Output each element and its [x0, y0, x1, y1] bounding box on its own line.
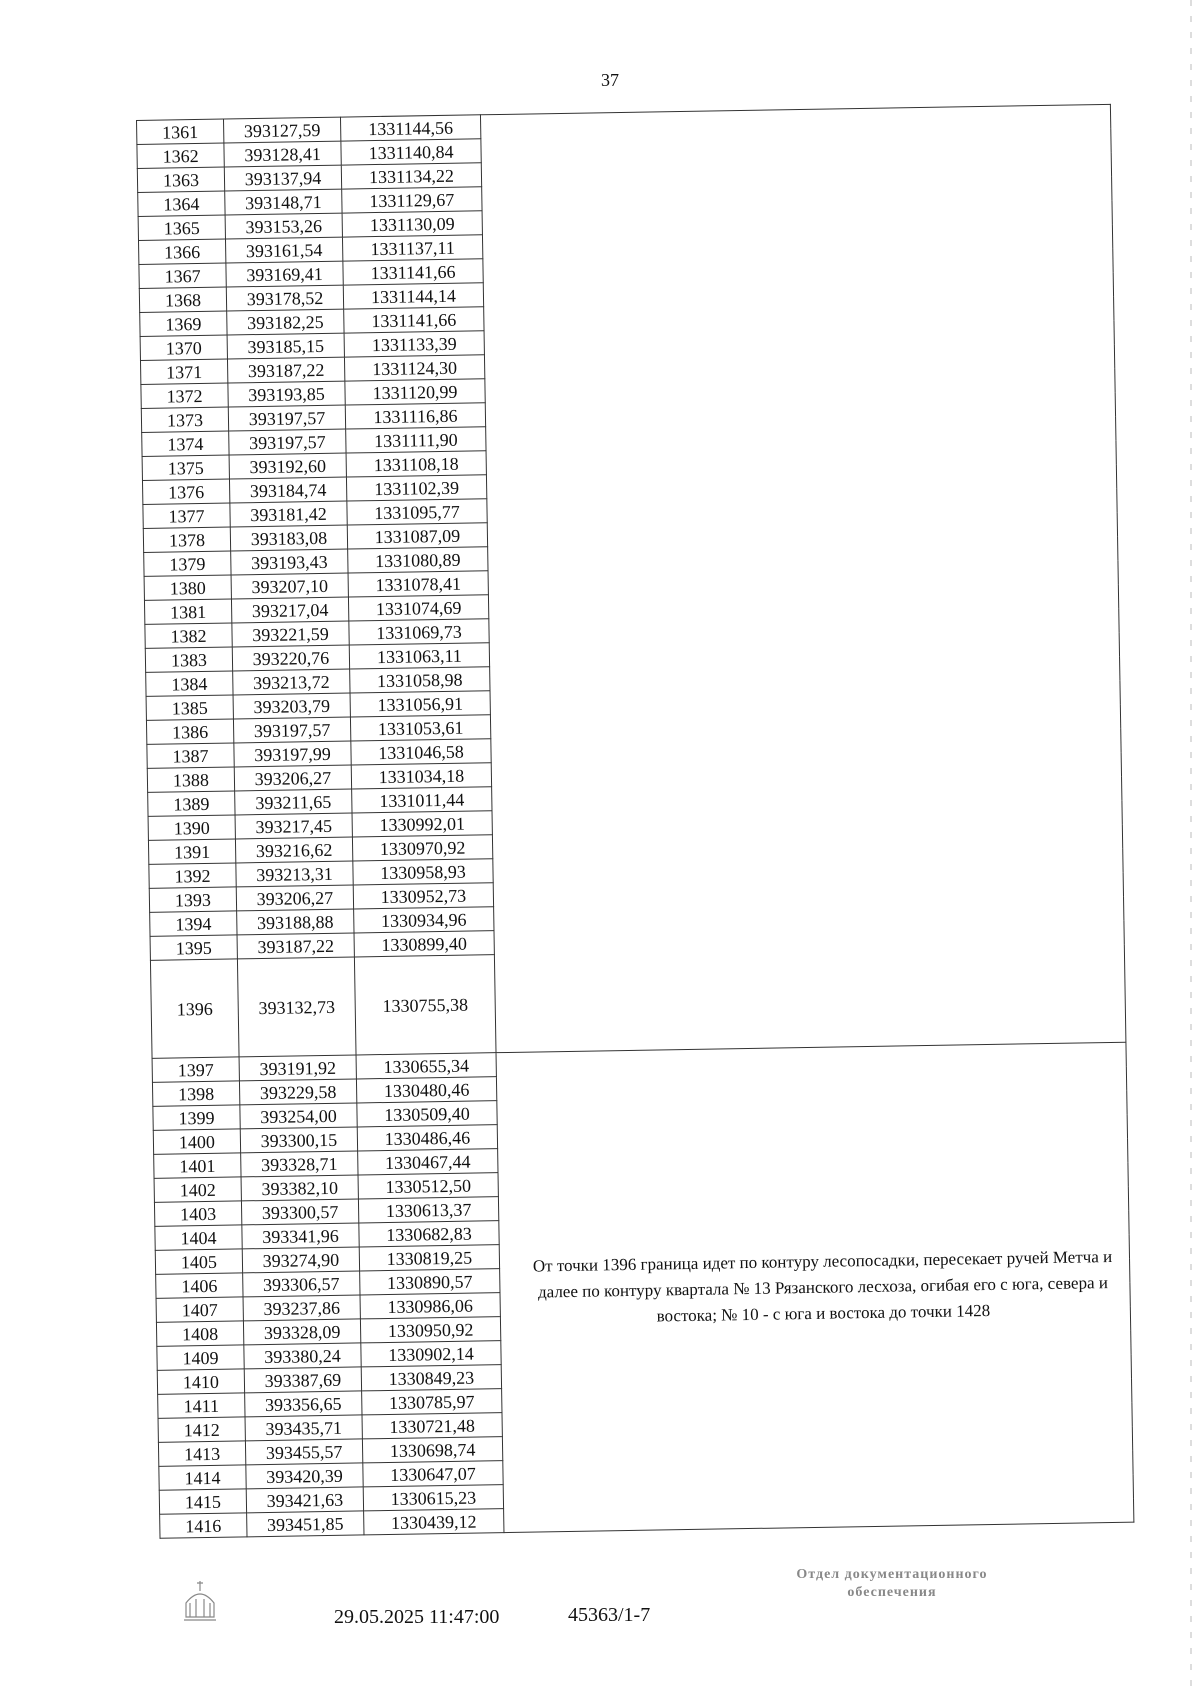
coordinate-x: 393213,72 — [233, 669, 350, 695]
stamp-line-1: Отдел документационного — [796, 1567, 988, 1582]
coordinate-x: 393274,90 — [242, 1247, 359, 1273]
coordinate-y: 1330682,83 — [359, 1221, 499, 1247]
point-number: 1406 — [156, 1273, 243, 1298]
point-number: 1405 — [155, 1249, 242, 1274]
boundary-description: От точки 1396 граница идет по контуру лесопосадки, пересекает ручей Метча и далее по контуру квартала № 13 Рязанского лесхоза, огибая его с юга, севера и востока; № 10 - с юга и востока до точки 1428 — [496, 1042, 1134, 1532]
coordinate-y: 1330819,25 — [359, 1245, 499, 1271]
coordinate-x: 393187,22 — [227, 357, 344, 383]
coordinate-y: 1331144,14 — [343, 283, 483, 309]
coordinate-x: 393197,57 — [233, 717, 350, 743]
coordinate-y: 1331133,39 — [344, 331, 484, 357]
coordinate-y: 1330647,07 — [363, 1461, 503, 1487]
coordinate-x: 393229,58 — [239, 1079, 356, 1105]
coordinate-x: 393217,45 — [235, 813, 352, 839]
coordinate-x: 393192,60 — [229, 453, 346, 479]
coordinate-y: 1330986,06 — [360, 1293, 500, 1319]
coordinate-y: 1330849,23 — [361, 1365, 501, 1391]
coordinate-x: 393193,43 — [231, 549, 348, 575]
coordinate-x: 393153,26 — [225, 213, 342, 239]
point-number: 1383 — [145, 647, 232, 672]
coordinate-x: 393137,94 — [224, 165, 341, 191]
coordinate-y: 1330480,46 — [356, 1077, 496, 1103]
coordinate-x: 393421,63 — [246, 1487, 363, 1513]
coordinate-x: 393382,10 — [241, 1175, 358, 1201]
coordinate-y: 1330721,48 — [362, 1413, 502, 1439]
footer-datetime: 29.05.2025 11:47:00 — [334, 1606, 500, 1628]
coordinate-x: 393221,59 — [232, 621, 349, 647]
description-cell-empty — [480, 104, 1125, 1052]
point-number: 1392 — [149, 863, 236, 888]
coordinate-x: 393178,52 — [226, 285, 343, 311]
point-number: 1410 — [157, 1369, 244, 1394]
coordinate-x: 393161,54 — [225, 237, 342, 263]
coordinate-y: 1331134,22 — [341, 163, 481, 189]
coordinate-y: 1331102,39 — [346, 475, 486, 501]
coordinate-y: 1331116,86 — [345, 403, 485, 429]
coordinate-x: 393207,10 — [231, 573, 348, 599]
coordinate-y: 1330890,57 — [360, 1269, 500, 1295]
point-number: 1382 — [145, 623, 232, 648]
coordinate-y: 1331058,98 — [350, 667, 490, 693]
coordinate-x: 393127,59 — [223, 117, 340, 143]
point-number: 1367 — [139, 263, 226, 288]
coordinate-y: 1331053,61 — [350, 715, 490, 741]
coordinate-x: 393191,92 — [239, 1055, 356, 1081]
coordinate-y: 1331120,99 — [345, 379, 485, 405]
point-number: 1388 — [147, 767, 234, 792]
coordinate-y: 1331087,09 — [347, 523, 487, 549]
point-number: 1372 — [141, 383, 228, 408]
coordinate-x: 393197,57 — [229, 429, 346, 455]
coordinate-y: 1330467,44 — [358, 1149, 498, 1175]
point-number: 1378 — [143, 527, 230, 552]
coordinate-y: 1331074,69 — [348, 595, 488, 621]
point-number: 1404 — [155, 1225, 242, 1250]
coordinate-x: 393306,57 — [243, 1271, 360, 1297]
point-number: 1363 — [137, 167, 224, 192]
coordinate-y: 1331069,73 — [349, 619, 489, 645]
coordinate-x: 393300,15 — [240, 1127, 357, 1153]
point-number: 1362 — [137, 143, 224, 168]
point-number: 1396 — [150, 959, 239, 1058]
coordinate-y: 1331095,77 — [347, 499, 487, 525]
coordinate-x: 393193,85 — [228, 381, 345, 407]
coordinate-x: 393328,71 — [241, 1151, 358, 1177]
coordinate-y: 1330970,92 — [352, 835, 492, 861]
point-number: 1399 — [153, 1105, 240, 1130]
coordinates-table-body — [137, 104, 1134, 1538]
point-number: 1402 — [154, 1177, 241, 1202]
coordinate-x: 393254,00 — [240, 1103, 357, 1129]
coordinate-x: 393216,62 — [235, 837, 352, 863]
coordinate-x: 393328,09 — [243, 1319, 360, 1345]
coordinate-y: 1330952,73 — [353, 883, 493, 909]
point-number: 1395 — [150, 935, 237, 960]
table-row — [137, 104, 1111, 144]
coordinate-y: 1331137,11 — [342, 235, 482, 261]
page-number: 37 — [601, 70, 619, 90]
point-number: 1369 — [140, 311, 227, 336]
coordinate-y: 1330655,34 — [356, 1053, 496, 1079]
point-number: 1407 — [156, 1297, 243, 1322]
point-number: 1390 — [148, 815, 235, 840]
coordinate-x: 393197,57 — [228, 405, 345, 431]
point-number: 1379 — [144, 551, 231, 576]
coordinate-y: 1331111,90 — [346, 427, 486, 453]
coordinate-x: 393181,42 — [230, 501, 347, 527]
coordinate-x: 393217,04 — [231, 597, 348, 623]
coordinate-y: 1330950,92 — [360, 1317, 500, 1343]
point-number: 1376 — [142, 479, 229, 504]
point-number: 1415 — [159, 1489, 246, 1514]
department-stamp — [742, 1566, 1042, 1602]
coordinate-y: 1331141,66 — [344, 307, 484, 333]
coordinate-x: 393451,85 — [247, 1511, 364, 1537]
point-number: 1361 — [137, 119, 224, 144]
coordinate-x: 393380,24 — [244, 1343, 361, 1369]
coordinate-y: 1331046,58 — [351, 739, 491, 765]
coordinate-x: 393128,41 — [224, 141, 341, 167]
point-number: 1416 — [160, 1513, 247, 1538]
point-number: 1375 — [142, 455, 229, 480]
coordinate-x: 393420,39 — [246, 1463, 363, 1489]
point-number: 1380 — [144, 575, 231, 600]
point-number: 1384 — [146, 671, 233, 696]
coordinate-y: 1330509,40 — [357, 1101, 497, 1127]
coordinate-y: 1330902,14 — [361, 1341, 501, 1367]
point-number: 1413 — [158, 1441, 245, 1466]
coordinate-y: 1330613,37 — [358, 1197, 498, 1223]
coordinate-x: 393203,79 — [233, 693, 350, 719]
coordinate-x: 393455,57 — [245, 1439, 362, 1465]
coordinate-x: 393132,73 — [237, 957, 356, 1057]
point-number: 1386 — [146, 719, 233, 744]
point-number: 1368 — [139, 287, 226, 312]
coordinate-y: 1330698,74 — [362, 1437, 502, 1463]
coordinate-x: 393182,25 — [227, 309, 344, 335]
coordinate-y: 1331130,09 — [342, 211, 482, 237]
point-number: 1371 — [140, 359, 227, 384]
coordinate-x: 393169,41 — [226, 261, 343, 287]
coordinate-x: 393184,74 — [229, 477, 346, 503]
point-number: 1381 — [144, 599, 231, 624]
coordinate-y: 1331140,84 — [341, 139, 481, 165]
coordinate-y: 1331080,89 — [348, 547, 488, 573]
coordinate-y: 1330439,12 — [364, 1509, 504, 1535]
coordinate-x: 393220,76 — [232, 645, 349, 671]
coordinate-y: 1331078,41 — [348, 571, 488, 597]
stamp-line-2: обеспечения — [847, 1585, 937, 1600]
scan-edge-mark — [1190, 0, 1193, 1695]
coordinate-x: 393356,65 — [245, 1391, 362, 1417]
point-number: 1366 — [138, 239, 225, 264]
point-number: 1365 — [138, 215, 225, 240]
coordinate-y: 1331056,91 — [350, 691, 490, 717]
point-number: 1401 — [154, 1153, 241, 1178]
coordinate-y: 1331011,44 — [352, 787, 492, 813]
point-number: 1398 — [152, 1081, 239, 1106]
emblem-logo-icon — [180, 1573, 220, 1623]
coordinate-y: 1331144,56 — [340, 115, 480, 141]
point-number: 1391 — [148, 839, 235, 864]
coordinate-y: 1331108,18 — [346, 451, 486, 477]
coordinate-y: 1331141,66 — [343, 259, 483, 285]
coordinate-x: 393387,69 — [244, 1367, 361, 1393]
coordinate-y: 1330992,01 — [352, 811, 492, 837]
point-number: 1408 — [156, 1321, 243, 1346]
coordinate-y: 1331034,18 — [351, 763, 491, 789]
coordinate-x: 393237,86 — [243, 1295, 360, 1321]
point-number: 1387 — [147, 743, 234, 768]
coordinate-x: 393206,27 — [236, 885, 353, 911]
coordinate-y: 1330785,97 — [362, 1389, 502, 1415]
coordinate-x: 393197,99 — [234, 741, 351, 767]
coordinate-y: 1330486,46 — [357, 1125, 497, 1151]
coordinate-y: 1330615,23 — [363, 1485, 503, 1511]
point-number: 1409 — [157, 1345, 244, 1370]
coordinate-y: 1330512,50 — [358, 1173, 498, 1199]
point-number: 1373 — [141, 407, 228, 432]
coordinate-x: 393213,31 — [236, 861, 353, 887]
point-number: 1374 — [142, 431, 229, 456]
coordinate-y: 1331124,30 — [344, 355, 484, 381]
coordinate-y: 1330934,96 — [354, 907, 494, 933]
coordinate-x: 393435,71 — [245, 1415, 362, 1441]
point-number: 1412 — [158, 1417, 245, 1442]
coordinate-x: 393211,65 — [235, 789, 352, 815]
point-number: 1403 — [154, 1201, 241, 1226]
coordinate-y: 1330958,93 — [353, 859, 493, 885]
coordinate-x: 393187,22 — [237, 933, 354, 959]
point-number: 1377 — [143, 503, 230, 528]
coordinate-x: 393188,88 — [237, 909, 354, 935]
point-number: 1400 — [153, 1129, 240, 1154]
point-number: 1397 — [152, 1057, 239, 1082]
point-number: 1393 — [149, 887, 236, 912]
coordinates-table — [136, 104, 1134, 1539]
coordinate-y: 1331129,67 — [342, 187, 482, 213]
point-number: 1394 — [150, 911, 237, 936]
point-number: 1414 — [159, 1465, 246, 1490]
coordinate-x: 393148,71 — [225, 189, 342, 215]
point-number: 1411 — [158, 1393, 245, 1418]
coordinate-y: 1330899,40 — [354, 931, 494, 957]
coordinate-x: 393185,15 — [227, 333, 344, 359]
coordinate-x: 393341,96 — [242, 1223, 359, 1249]
coordinate-x: 393183,08 — [230, 525, 347, 551]
point-number: 1385 — [146, 695, 233, 720]
point-number: 1364 — [138, 191, 225, 216]
point-number: 1389 — [148, 791, 235, 816]
coordinate-x: 393300,57 — [241, 1199, 358, 1225]
point-number: 1370 — [140, 335, 227, 360]
coordinate-y: 1331063,11 — [349, 643, 489, 669]
coordinates-table-wrapper — [136, 104, 1134, 1539]
coordinate-y: 1330755,38 — [354, 955, 496, 1055]
footer-doc-code: 45363/1-7 — [568, 1604, 651, 1626]
coordinate-x: 393206,27 — [234, 765, 351, 791]
